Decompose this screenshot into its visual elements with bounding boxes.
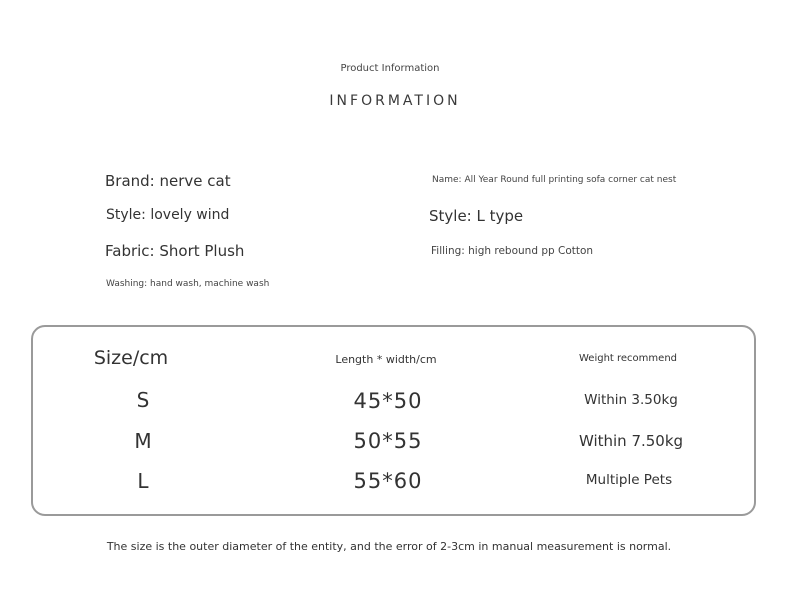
dimension-value: 55*60 [353,469,423,493]
dimension-value: 50*55 [353,429,423,453]
page-title: INFORMATION [329,93,461,109]
product-information-label: Product Information [340,63,440,74]
weight-value: Within 7.50kg [578,432,684,450]
size-label: M [134,429,152,453]
weight-value: Multiple Pets [585,472,673,488]
size-label: L [137,469,149,493]
spec-washing: Washing: hand wash, machine wash [106,279,270,289]
spec-style-left: Style: lovely wind [106,207,230,223]
weight-value: Within 3.50kg [584,392,678,408]
spec-brand: Brand: nerve cat [105,172,231,190]
size-label: S [136,388,150,412]
table-header-weight: Weight recommend [579,353,677,364]
dimension-value: 45*50 [353,389,423,413]
table-header-length-width: Length * width/cm [335,353,437,366]
size-table [31,325,756,516]
spec-name: Name: All Year Round full printing sofa corner cat nest [432,175,677,185]
table-header-size: Size/cm [93,347,169,369]
size-note: The size is the outer diameter of the entity, and the error of 2-3cm in manual measurement is normal. [106,540,672,553]
spec-filling: Filling: high rebound pp Cotton [431,245,594,257]
spec-style-right: Style: L type [429,207,524,225]
spec-fabric: Fabric: Short Plush [105,242,245,260]
